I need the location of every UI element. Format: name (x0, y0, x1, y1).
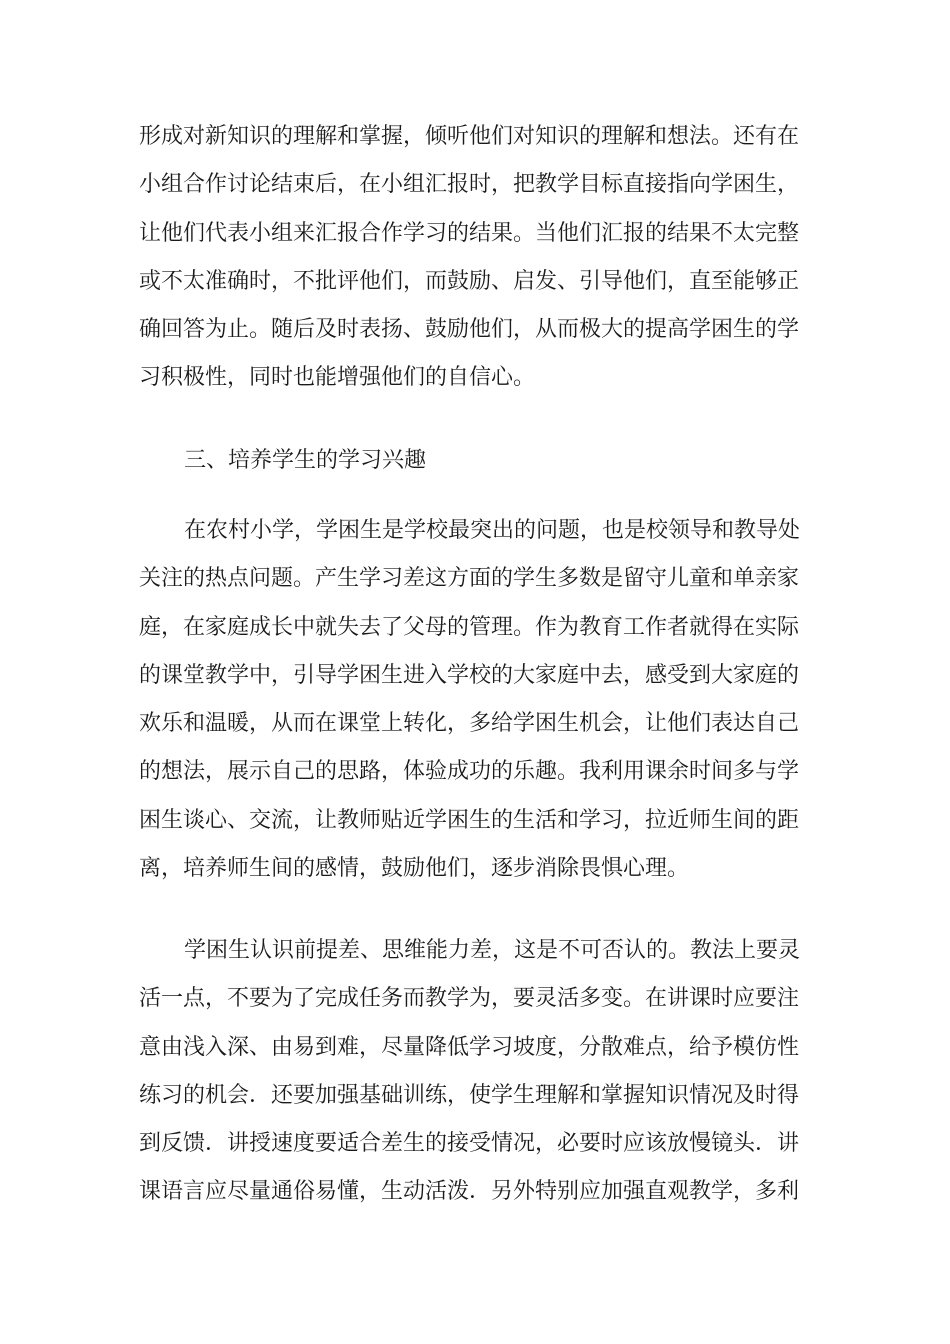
text-line: 小组合作讨论结束后，在小组汇报时，把教学目标直接指向学困生， (139, 172, 800, 198)
text-line: 关注的热点问题。产生学习差这方面的学生多数是留守儿童和单亲家 (139, 566, 800, 592)
text-line: 形成对新知识的理解和掌握，倾听他们对知识的理解和想法。还有在 (139, 124, 800, 149)
text-line: 活一点，不要为了完成任务而教学为，要灵活多变。在讲课时应要注 (139, 986, 800, 1012)
text-line: 习积极性，同时也能增强他们的自信心。 (139, 365, 536, 391)
text-line: 学困生认识前提差、思维能力差，这是不可否认的。教法上要灵 (184, 938, 801, 963)
text-line: 到反馈．讲授速度要适合差生的接受情况，必要时应该放慢镜头．讲 (139, 1131, 800, 1157)
section-heading (139, 437, 819, 485)
text-line: 在农村小学，学困生是学校最突出的问题，也是校领导和教导处 (184, 518, 801, 543)
paragraph-1 (139, 113, 819, 403)
text-line: 离，培养师生间的感情，鼓励他们，逐步消除畏惧心理。 (139, 856, 690, 882)
text-line: 庭，在家庭成长中就失去了父母的管理。作为教育工作者就得在实际 (139, 614, 800, 640)
text-line: 困生谈心、交流，让教师贴近学困生的生活和学习，拉近师生间的距 (139, 807, 800, 833)
heading-text: 三、培养学生的学习兴趣 (184, 448, 427, 473)
text-line: 的想法，展示自己的思路，体验成功的乐趣。我利用课余时间多与学 (139, 759, 800, 785)
text-line: 或不太准确时，不批评他们，而鼓励、启发、引导他们，直至能够正 (139, 268, 800, 294)
text-line: 课语言应尽量通俗易懂，生动活泼．另外特别应加强直观教学，多利 (139, 1179, 800, 1205)
text-line: 的课堂教学中，引导学困生进入学校的大家庭中去，感受到大家庭的 (139, 662, 800, 688)
text-line: 确回答为止。随后及时表扬、鼓励他们，从而极大的提高学困生的学 (139, 317, 800, 343)
paragraph-3 (139, 927, 819, 1217)
text-line: 让他们代表小组来汇报合作学习的结果。当他们汇报的结果不太完整 (139, 220, 800, 246)
text-line: 欢乐和温暖，从而在课堂上转化，多给学困生机会，让他们表达自己 (139, 711, 800, 737)
text-line: 练习的机会．还要加强基础训练，使学生理解和掌握知识情况及时得 (139, 1082, 800, 1108)
paragraph-2 (139, 507, 819, 893)
text-line: 意由浅入深、由易到难，尽量降低学习坡度，分散难点，给予模仿性 (139, 1034, 800, 1060)
